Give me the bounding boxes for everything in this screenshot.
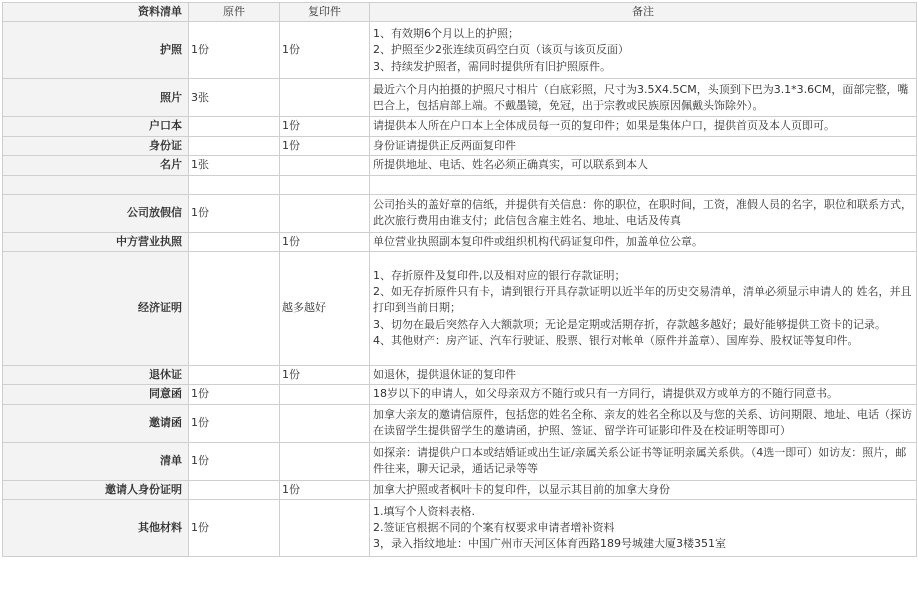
- table-row: [3, 404, 917, 442]
- item-name: 邀请函: [3, 404, 189, 442]
- copy-count: 1份: [280, 22, 370, 79]
- table-row: [3, 500, 917, 557]
- note-line: 最近六个月内拍摄的护照尺寸相片（白底彩照，尺寸为3.5X4.5CM，头顶到下巴为3.1*3.6CM，面部完整，嘴巴合上，包括肩部上端。不戴墨镜，免冠，出于宗教或民族原因佩戴头饰除外）。: [373, 82, 909, 112]
- note-line: 加拿大护照或者枫叶卡的复印件，以显示其目前的加拿大身份: [373, 482, 670, 496]
- note-cell: [370, 480, 917, 499]
- table-row: [3, 385, 917, 404]
- table-row: [3, 194, 917, 232]
- copy-count: 1份: [280, 232, 370, 251]
- table-row: [3, 136, 917, 155]
- table-row: [3, 156, 917, 175]
- copy-count: 1份: [280, 480, 370, 499]
- note-line: 1、存折原件及复印件,以及相对应的银行存款证明；: [373, 268, 626, 282]
- copy-count: [280, 79, 370, 117]
- header-note: 备注: [370, 3, 917, 22]
- copy-count: [280, 156, 370, 175]
- copy-count: [280, 385, 370, 404]
- table-row: [3, 79, 917, 117]
- note-line: 1.填写个人资料表格.: [373, 504, 475, 518]
- table-row: [3, 366, 917, 385]
- note-cell: [370, 252, 917, 366]
- item-name: 护照: [3, 22, 189, 79]
- note-cell: [370, 156, 917, 175]
- note-line: 2、护照至少2张连续页码空白页（该页与该页反面）: [373, 43, 629, 57]
- copy-count: 1份: [280, 366, 370, 385]
- note-line: 18岁以下的申请人，如父母亲双方不随行或只有一方同行，请提供双方或单方的不随行同意书。: [373, 387, 838, 401]
- note-cell: [370, 22, 917, 79]
- item-name: 其他材料: [3, 500, 189, 557]
- original-count: [189, 136, 280, 155]
- original-count: 1份: [189, 404, 280, 442]
- header-row: [3, 3, 917, 22]
- note-line: 所提供地址、电话、姓名必须正确真实，可以联系到本人: [373, 158, 648, 172]
- note-line: 公司抬头的盖好章的信纸，并提供有关信息：你的职位，在职时间，工资，准假人员的名字，职位和联系方式，此次旅行费用由谁支付；此信包含雇主姓名、地址、电话及传真: [373, 197, 912, 228]
- original-count: [189, 175, 280, 194]
- original-count: [189, 366, 280, 385]
- note-line: 加拿大亲友的邀请信原件，包括您的姓名全称、亲友的姓名全称以及与您的关系、访问期限、地址、电话（探访在读留学生提供留学生的邀请函，护照、签证、留学许可证影印件及在校证明等即可）: [373, 407, 912, 438]
- header-original: 原件: [189, 3, 280, 22]
- original-count: [189, 480, 280, 499]
- item-name: 同意函: [3, 385, 189, 404]
- copy-count: [280, 404, 370, 442]
- note-line: 单位营业执照副本复印件或组织机构代码证复印件，加盖单位公章。: [373, 234, 703, 248]
- note-line: 4、其他财产：房产证、汽车行驶证、股票、银行对帐单（原件并盖章）、国库券、股权证等复印件。: [373, 334, 859, 348]
- original-count: [189, 252, 280, 366]
- note-line: 3，录入指纹地址：中国广州市天河区体育西路189号城建大厦3楼351室: [373, 537, 726, 551]
- item-name: 名片: [3, 156, 189, 175]
- table-row: [3, 232, 917, 251]
- item-name: 户口本: [3, 117, 189, 136]
- copy-count: [280, 175, 370, 194]
- note-cell: [370, 500, 917, 557]
- item-name: 照片: [3, 79, 189, 117]
- table-row: [3, 252, 917, 366]
- original-count: 1份: [189, 22, 280, 79]
- item-name: 中方营业执照: [3, 232, 189, 251]
- original-count: 1份: [189, 442, 280, 480]
- note-line: 身份证请提供正反两面复印件: [373, 138, 516, 152]
- note-line: 如探亲：请提供户口本或结婚证或出生证/亲属关系公证书等证明亲属关系供。（4选一即可）如访友：照片，邮件往来，聊天记录，通话记录等等: [373, 445, 907, 476]
- note-cell: [370, 232, 917, 251]
- header-item: 资料清单: [3, 3, 189, 22]
- note-cell: [370, 79, 917, 117]
- item-name: 退休证: [3, 366, 189, 385]
- copy-count: 1份: [280, 136, 370, 155]
- table-row: [3, 175, 917, 194]
- note-cell: [370, 136, 917, 155]
- item-name: 经济证明: [3, 252, 189, 366]
- original-count: 1份: [189, 194, 280, 232]
- copy-count: [280, 194, 370, 232]
- original-count: [189, 232, 280, 251]
- note-cell: [370, 366, 917, 385]
- original-count: [189, 117, 280, 136]
- document-checklist-table: [2, 2, 917, 557]
- original-count: 3张: [189, 79, 280, 117]
- note-cell: [370, 194, 917, 232]
- item-name: [3, 175, 189, 194]
- note-cell: [370, 385, 917, 404]
- original-count: 1份: [189, 385, 280, 404]
- note-cell: [370, 117, 917, 136]
- table-row: [3, 442, 917, 480]
- copy-count: 越多越好: [280, 252, 370, 366]
- header-copy: 复印件: [280, 3, 370, 22]
- item-name: 清单: [3, 442, 189, 480]
- note-line: 3、切勿在最后突然存入大额款项；无论是定期或活期存折，存款越多越好；最好能够提供工资卡的记录。: [373, 317, 886, 331]
- table-row: [3, 22, 917, 79]
- table-row: [3, 480, 917, 499]
- table-row: [3, 117, 917, 136]
- copy-count: 1份: [280, 117, 370, 136]
- item-name: 公司放假信: [3, 194, 189, 232]
- note-line: 如退休，提供退休证的复印件: [373, 368, 516, 382]
- note-line: 3、持续发护照者，需同时提供所有旧护照原件。: [373, 59, 611, 73]
- note-cell: [370, 175, 917, 194]
- note-cell: [370, 442, 917, 480]
- item-name: 邀请人身份证明: [3, 480, 189, 499]
- copy-count: [280, 442, 370, 480]
- note-line: 请提供本人所在户口本上全体成员每一页的复印件；如果是集体户口，提供首页及本人页即可。: [373, 119, 835, 133]
- note-line: 2.签证官根据不同的个案有权要求申请者增补资料: [373, 521, 615, 535]
- original-count: 1份: [189, 500, 280, 557]
- original-count: 1张: [189, 156, 280, 175]
- item-name: 身份证: [3, 136, 189, 155]
- note-line: 2、如无存折原件只有卡，请到银行开具存款证明以近半年的历史交易清单，清单必须显示申请人的 姓名，并且打印到当前日期；: [373, 284, 912, 315]
- copy-count: [280, 500, 370, 557]
- note-line: 1、有效期6个月以上的护照；: [373, 26, 519, 40]
- note-cell: [370, 404, 917, 442]
